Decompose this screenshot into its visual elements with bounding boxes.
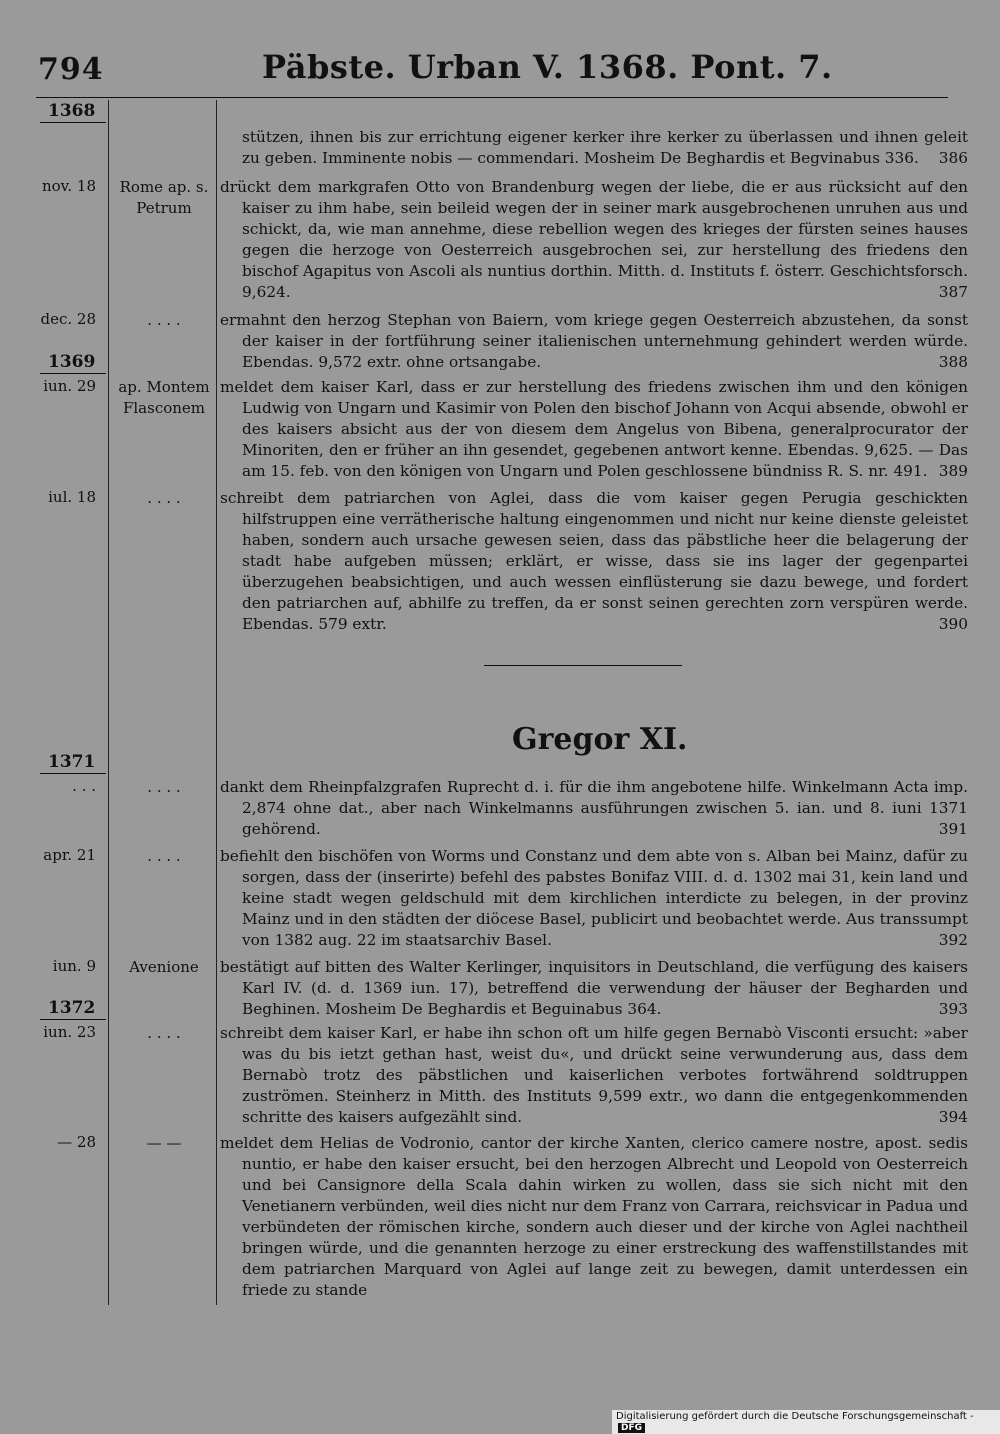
entry-number: 392 bbox=[938, 931, 968, 949]
entry-date: iun. 9 bbox=[52, 957, 96, 975]
entry-text: meldet dem kaiser Karl, dass er zur herstellung des friedens zwischen ihm und den königen Ludwig von Ungarn und Kasimir von Polen den bischof Johann von Acqui absende, obwohl er des kaisers absicht aus der von diesem dem Angelus von Bibena, generalprocurator der Minoriten, den er früher an ihn gesendet, gegebenen antwort kenne. Ebendas. 9,625. — Das am 15. feb. von den königen von Ungarn und Polen geschlossene bündniss R. S. nr. 491. bbox=[220, 378, 968, 480]
digitization-footer bbox=[612, 1410, 1000, 1434]
regest-entry bbox=[220, 957, 968, 1020]
regest-entry bbox=[220, 846, 968, 951]
section-title: Gregor XI. bbox=[512, 722, 688, 757]
entry-date: . . . bbox=[72, 777, 96, 795]
entry-date: dec. 28 bbox=[40, 310, 96, 328]
regest-entry bbox=[220, 310, 968, 373]
year-rule bbox=[40, 773, 106, 774]
regest-entry bbox=[220, 1133, 968, 1301]
entry-place: Avenione bbox=[129, 958, 199, 976]
entry-place: — — bbox=[146, 1134, 182, 1152]
year-rule bbox=[40, 122, 106, 123]
entry-date: nov. 18 bbox=[41, 177, 96, 195]
regest-entry bbox=[220, 777, 968, 840]
entry-date: — 28 bbox=[57, 1133, 96, 1151]
entry-text: ermahnt den herzog Stephan von Baiern, vom kriege gegen Oesterreich abzustehen, da sonst der kaiser in der fortführung seiner italienischen unternehmung gehindert werden würde. Ebendas. 9,572 extr. ohne ortsangabe. bbox=[220, 311, 968, 371]
entry-text: meldet dem Helias de Vodronio, cantor der kirche Xanten, clerico camere nostre, apost. sedis nuntio, er habe den kaiser ersucht, bei den herzogen Albrecht und Leopold von Oesterreich und bei Cansignore della Scala dahin wirken zu wollen, dass sie sich nicht mit den Venetianern verbünden, weil dies nicht nur dem Franz von Carrara, reichsvicar in Padua und verbündeten der römischen kirche, sondern auch dieser und der kirche von Aglei nachtheil bringen würde, und die genannten herzoge zu einer erstreckung des waffenstillstandes mit dem patriarchen Marquard von Aglei auf lange zeit zu bewegen, damit unterdessen ein friede zu stande bbox=[220, 1134, 968, 1299]
dfg-logo-icon: DFG bbox=[618, 1423, 645, 1433]
entry-date: iun. 29 bbox=[43, 377, 96, 395]
regest-entry bbox=[220, 377, 968, 482]
column-rule-left bbox=[108, 100, 109, 1305]
year-1371: 1371 bbox=[48, 752, 96, 772]
entry-text: stützen, ihnen bis zur errichtung eigener kerker ihre kerker zu überlassen und ihnen geleit zu geben. Imminente nobis — commendari. Mosheim De Beghardis et Begvinabus 336. bbox=[242, 128, 968, 167]
page-title: Päbste. Urban V. 1368. Pont. 7. bbox=[262, 48, 833, 86]
entry-number: 386 bbox=[938, 149, 968, 167]
entry-place: . . . . bbox=[147, 778, 181, 796]
page-number: 794 bbox=[38, 52, 104, 87]
entry-number: 391 bbox=[938, 820, 968, 838]
entry-place: . . . . bbox=[147, 489, 181, 507]
entry-date: iun. 23 bbox=[43, 1023, 96, 1041]
entry-text: dankt dem Rheinpfalzgrafen Ruprecht d. i. für die ihm angebotene hilfe. Winkelmann Acta imp. 2,874 ohne dat., aber nach Winkelmanns ausführungen zwischen 5. ian. und 8. iuni 1371 gehörend. bbox=[220, 778, 968, 838]
entry-text: bestätigt auf bitten des Walter Kerlinger, inquisitors in Deutschland, die verfügung des kaisers Karl IV. (d. d. 1369 iun. 17), betreffend die verwendung der häuser der Begharden und Beghinen. Mosheim De Beghardis et Beguinabus 364. bbox=[220, 958, 968, 1018]
entry-place: . . . . bbox=[147, 311, 181, 329]
entry-number: 394 bbox=[938, 1108, 968, 1126]
regest-entry bbox=[220, 488, 968, 635]
entry-text: schreibt dem patriarchen von Aglei, dass die vom kaiser gegen Perugia geschickten hilfstruppen eine verrätherische haltung eingenommen und nicht nur keine dienste geleistet haben, sondern auch ursache gewesen seien, dass das päbstliche heer die belagerung der stadt habe aufgeben müssen; erklärt, er wisse, dass sie ins lager der gegenpartei überzugehen beabsichtigen, und auch wessen einflüsterung sie dazu bewege, und fordert den patriarchen auf, abhilfe zu treffen, da er sonst seinen gerechten zorn verspüren werde. Ebendas. 579 extr. bbox=[220, 489, 968, 633]
entry-number: 390 bbox=[938, 615, 968, 633]
entry-place: . . . . bbox=[147, 1024, 181, 1042]
entry-date: apr. 21 bbox=[43, 846, 96, 864]
entry-number: 389 bbox=[938, 462, 968, 480]
year-rule bbox=[40, 1019, 106, 1020]
entry-number: 388 bbox=[938, 353, 968, 371]
regest-entry bbox=[220, 127, 968, 169]
year-1372: 1372 bbox=[48, 998, 96, 1018]
entry-text: schreibt dem kaiser Karl, er habe ihn schon oft um hilfe gegen Bernabò Visconti ersucht: »aber was du bis ietzt gethan hast, weist du«, und drückt seine verwunderung aus, dass dem Bernabò trotz des päbstlichen und kaiserlichen verbotes fortwährend soldtruppen zuströmen. Steinherz in Mitth. des Instituts 9,599 extr., wo dann die entgegenkommenden schritte des kaisers aufgezählt sind. bbox=[220, 1024, 968, 1126]
year-1368: 1368 bbox=[48, 101, 96, 121]
entry-place: . . . . bbox=[147, 847, 181, 865]
entry-number: 393 bbox=[938, 1000, 968, 1018]
regest-entry bbox=[220, 177, 968, 303]
footer-text: Digitalisierung gefördert durch die Deutsche Forschungsgemeinschaft - bbox=[616, 1411, 974, 1422]
regest-entry bbox=[220, 1023, 968, 1128]
entry-place: Rome ap. s. Petrum bbox=[119, 178, 209, 217]
column-rule-right bbox=[216, 100, 217, 1305]
entry-place: ap. Montem Flasconem bbox=[118, 378, 210, 417]
header-rule bbox=[36, 97, 948, 98]
entry-text: befiehlt den bischöfen von Worms und Constanz und dem abte von s. Alban bei Mainz, dafür zu sorgen, dass der (inserirte) befehl des pabstes Bonifaz VIII. d. d. 1302 mai 31, kein land und keine stadt wegen geldschuld mit dem kirchlichen interdicte zu belegen, in der provinz Mainz und in den städten der diöcese Basel, publicirt und beobachtet werde. Aus transsumpt von 1382 aug. 22 im staatsarchiv Basel. bbox=[220, 847, 968, 949]
section-separator bbox=[484, 665, 682, 666]
entry-date: iul. 18 bbox=[48, 488, 96, 506]
year-rule bbox=[40, 373, 106, 374]
entry-text: drückt dem markgrafen Otto von Brandenburg wegen der liebe, die er aus rücksicht auf den kaiser zu ihm habe, sein beileid wegen der in seiner mark ausgebrochenen unruhen aus und schickt, da, wie man annehme, diese rebellion wegen des krieges der fürsten seines hauses gegen die herzoge von Oesterreich ausgebrochen sei, zur herstellung des friedens den bischof Agapitus von Ascoli als nuntius dorthin. Mitth. d. Instituts f. österr. Geschichtsforsch. 9,624. bbox=[220, 178, 968, 301]
year-1369: 1369 bbox=[48, 352, 96, 372]
entry-number: 387 bbox=[938, 283, 968, 301]
